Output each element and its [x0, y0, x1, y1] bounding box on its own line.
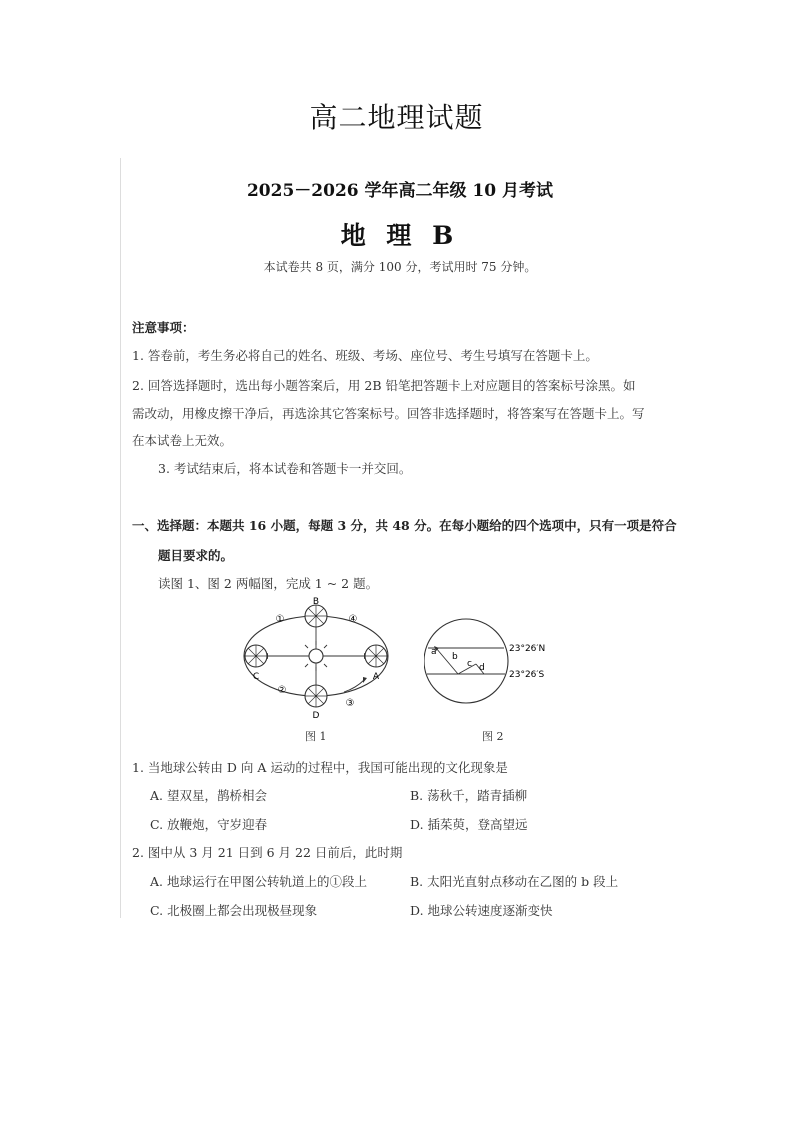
label-b: b	[452, 652, 458, 662]
question-1-stem: 1. 当地球公转由 D 向 A 运动的过程中，我国可能出现的文化现象是	[132, 760, 508, 775]
earth-c-icon	[245, 645, 267, 667]
notice-title: 注意事项：	[132, 320, 195, 335]
earth-a-icon	[365, 645, 387, 667]
notice-line: 2. 回答选择题时，选出每小题答案后，用 2B 铅笔把答题卡上对应题目的答案标号涂黑。如	[132, 378, 636, 393]
question-1-option-c: C. 放鞭炮，守岁迎春	[150, 817, 268, 832]
question-2-option-c: C. 北极圈上都会出现极昼现象	[150, 903, 318, 918]
label-segment-3: ③	[345, 698, 355, 709]
label-lat-north: 23°26′N	[509, 644, 546, 654]
notice-line: 需改动，用橡皮擦干净后，再选涂其它答案标号。回答非选择题时，将答案写在答题卡上。写	[132, 406, 645, 421]
notice-line: 3. 考试结束后，将本试卷和答题卡一并交回。	[158, 461, 412, 476]
label-segment-4: ④	[348, 614, 358, 625]
page-title: 高二地理试题	[309, 101, 484, 134]
notice-line: 在本试卷上无效。	[132, 433, 233, 448]
notice-line: 1. 答卷前，考生务必将自己的姓名、班级、考场、座位号、考生号填写在答题卡上。	[132, 348, 598, 363]
orbit-direction-arrow-icon	[363, 677, 367, 683]
question-2-option-d: D. 地球公转速度逐渐变快	[410, 903, 553, 918]
figure-2-caption: 图 2	[482, 730, 504, 743]
question-2-option-a: A. 地球运行在甲图公转轨道上的①段上	[150, 874, 367, 889]
label-d: D	[312, 711, 320, 721]
label-a: a	[431, 647, 437, 657]
label-d: d	[479, 663, 485, 673]
section-heading: 一、选择题：本题共 16 小题，每题 3 分，共 48 分。在每小题给的四个选项中，只有一项是符合	[132, 518, 677, 533]
earth-d-icon	[305, 685, 327, 707]
exam-intro: 本试卷共 8 页，满分 100 分，考试用时 75 分钟。	[263, 260, 537, 274]
exam-header: 2025－2026 学年高二年级 10 月考试	[246, 181, 554, 201]
label-c: C	[252, 672, 260, 682]
label-b: B	[312, 597, 320, 607]
exam-subject: 地 理 B	[340, 221, 460, 250]
label-segment-1: ①	[275, 614, 285, 625]
question-1-option-d: D. 插茱萸，登高望远	[410, 817, 528, 832]
label-c: c	[467, 659, 472, 669]
question-1-option-b: B. 荡秋千，踏青插柳	[410, 788, 528, 803]
question-2-option-b: B. 太阳光直射点移动在乙图的 b 段上	[410, 874, 619, 889]
section-heading-cont: 题目要求的。	[158, 548, 234, 563]
label-a: A	[372, 672, 380, 682]
figure-1-caption: 图 1	[305, 730, 327, 743]
figure-1-orbit-diagram	[232, 596, 400, 724]
figure-2-sun-point-diagram	[424, 604, 564, 718]
question-2-stem: 2. 图中从 3 月 21 日到 6 月 22 日前后，此时期	[132, 845, 403, 860]
label-lat-south: 23°26′S	[509, 670, 545, 680]
label-segment-2: ②	[277, 685, 287, 696]
earth-b-icon	[305, 605, 327, 627]
question-1-option-a: A. 望双星，鹊桥相会	[150, 788, 267, 803]
read-instruction: 读图 1、图 2 两幅图，完成 1 ~ 2 题。	[158, 576, 379, 591]
